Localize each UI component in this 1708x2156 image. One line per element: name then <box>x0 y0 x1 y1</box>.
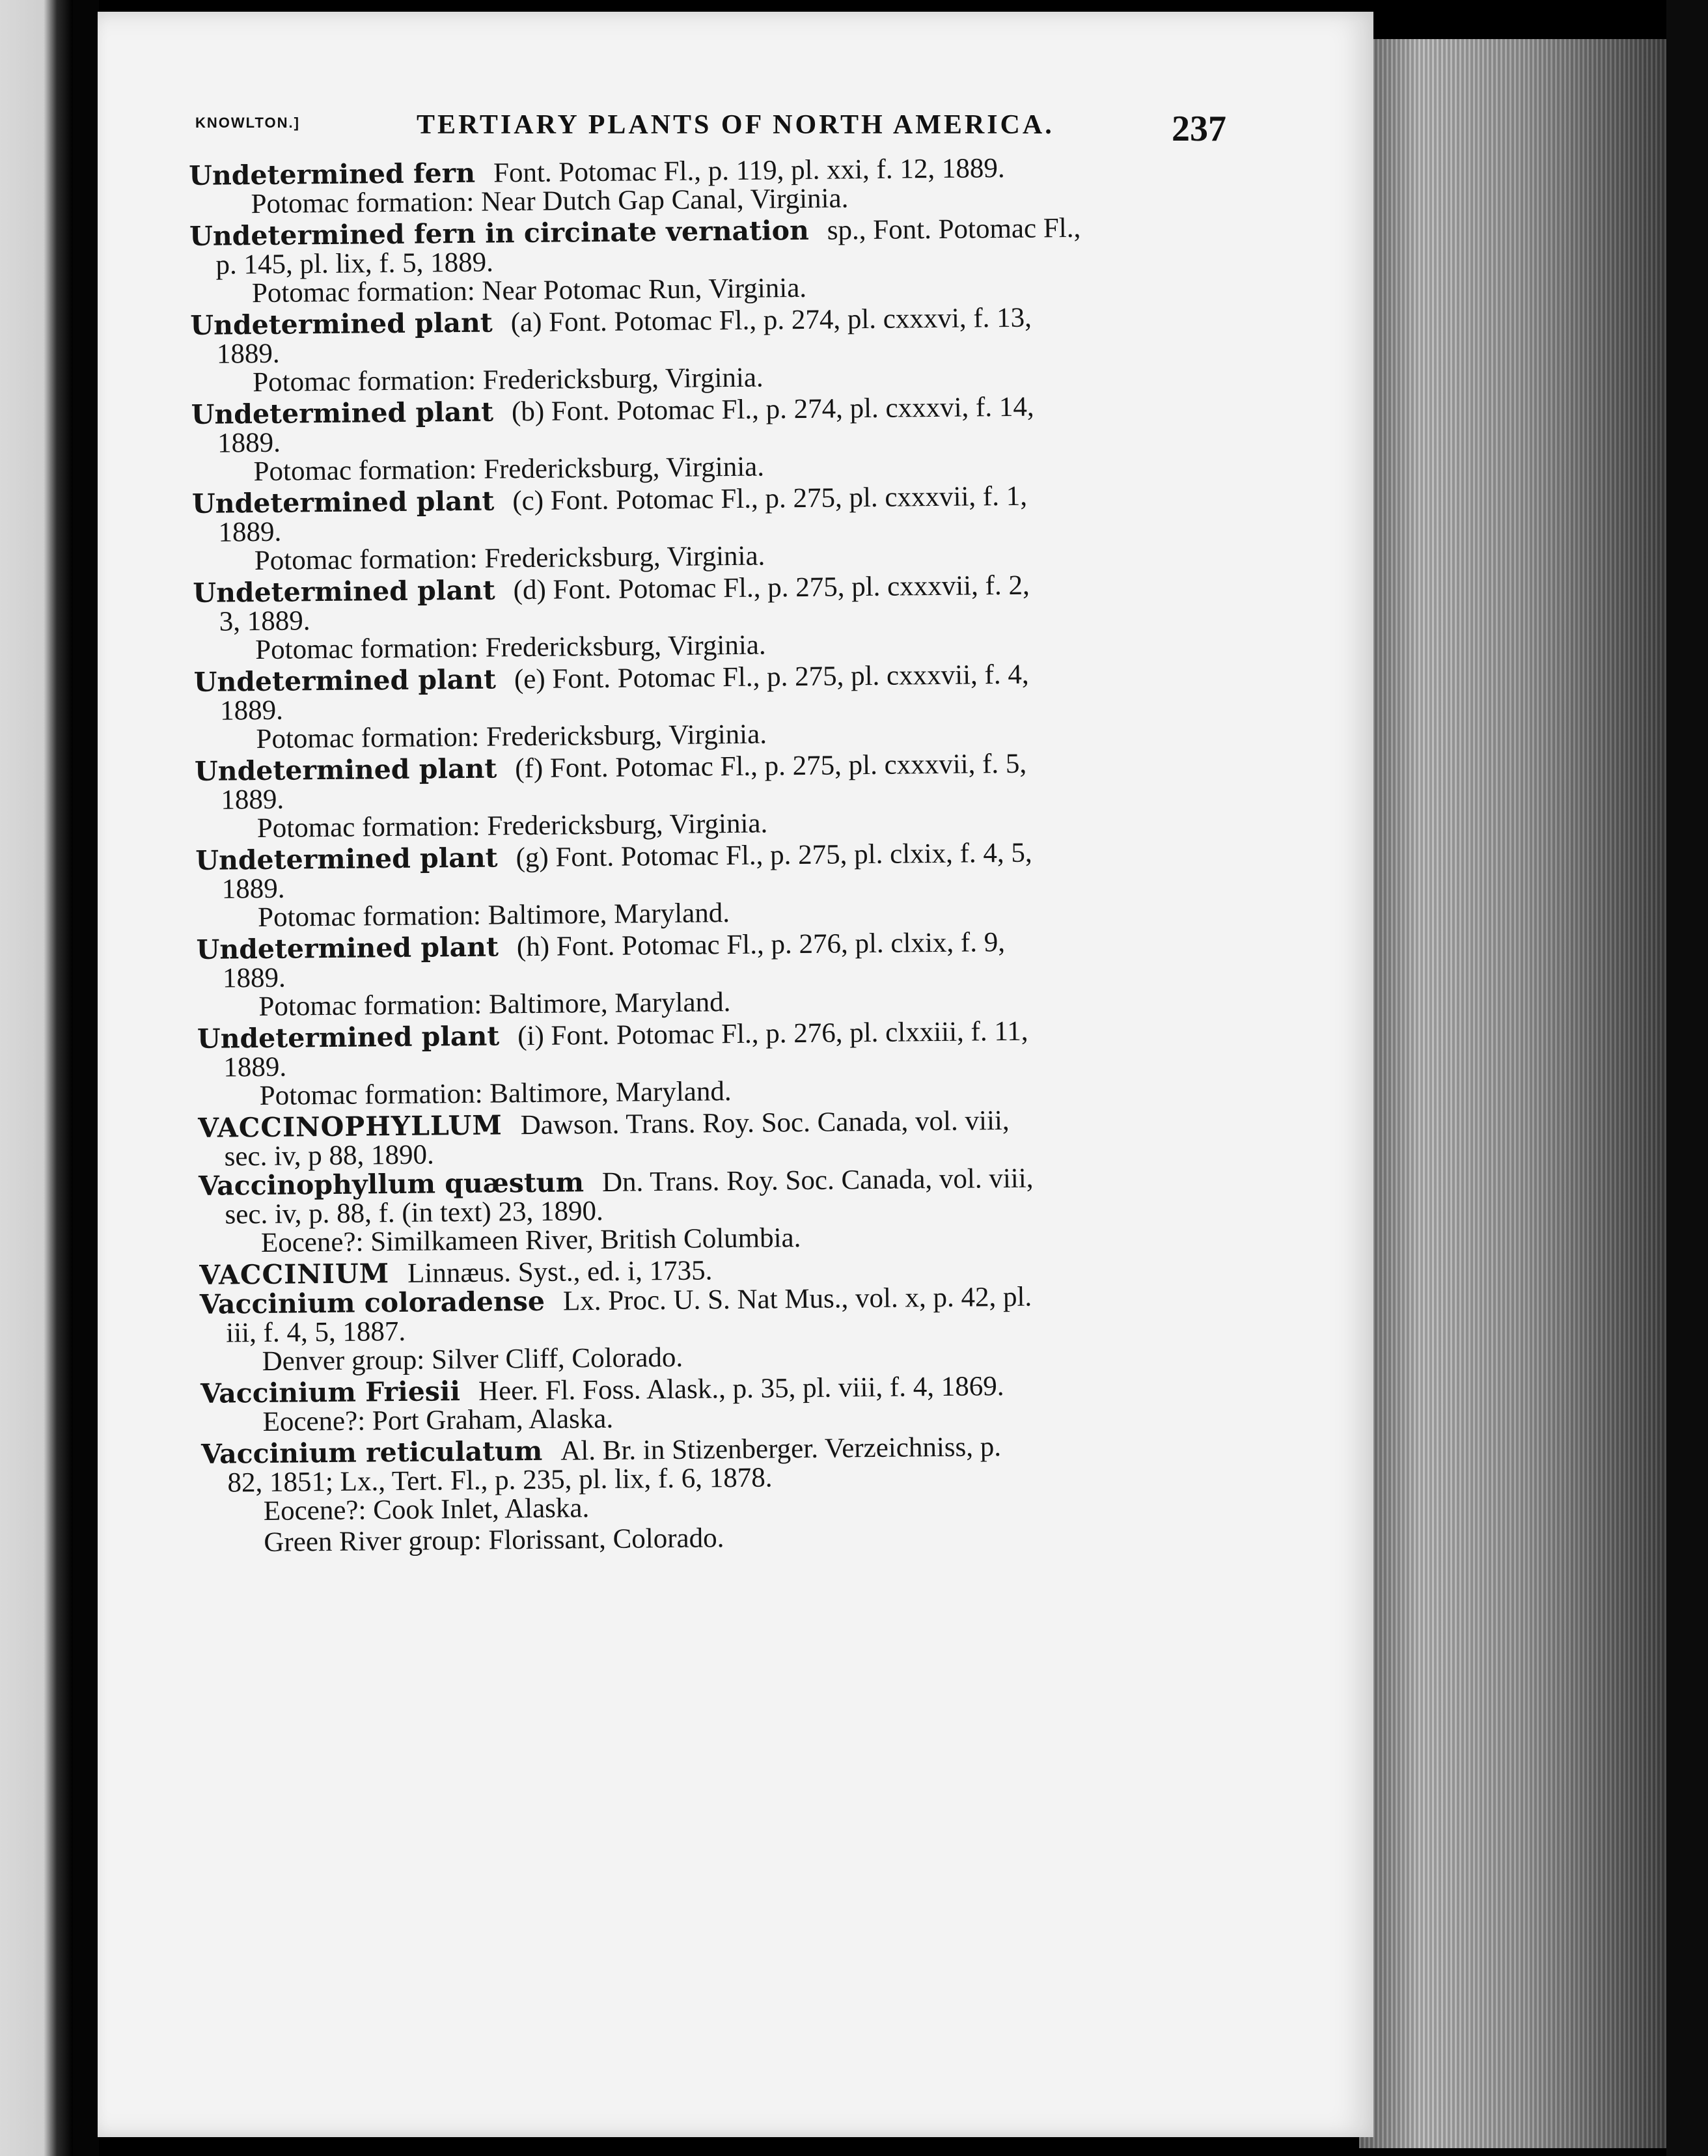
locality: Fredericksburg, Virginia. <box>486 719 767 753</box>
citation: Font. Potomac Fl., p. 119, pl. xxi, f. 12, 1889. <box>493 152 1005 189</box>
locality: Baltimore, Maryland. <box>489 1076 732 1109</box>
formation-label: Potomac formation: <box>251 186 475 220</box>
taxon-name: Undetermined plant <box>193 574 495 609</box>
citation: (d) Font. Potomac Fl., p. 275, pl. cxxxvii, f. 2, <box>513 570 1030 606</box>
citation: Dn. Trans. Roy. Soc. Canada, vol. viii, <box>601 1163 1034 1198</box>
species-entry <box>192 480 1221 576</box>
taxon-name: Undetermined plant <box>196 931 499 965</box>
taxon-name: Undetermined plant <box>191 485 495 519</box>
formation-label: Eocene?: <box>262 1405 366 1437</box>
citation: (c) Font. Potomac Fl., p. 275, pl. cxxxvii, f. 1, <box>512 480 1028 517</box>
taxon-name: Undetermined plant <box>195 842 498 876</box>
running-title: TERTIARY PLANTS OF NORTH AMERICA. <box>417 110 1054 140</box>
species-entry <box>199 1162 1228 1258</box>
formation-label: Green River group: <box>264 1525 482 1558</box>
locality: Fredericksburg, Virginia. <box>485 629 766 663</box>
locality: Similkameen River, British Columbia. <box>370 1223 801 1258</box>
citation-continued: 1889. <box>217 427 281 459</box>
formation-label: Eocene?: <box>263 1495 366 1527</box>
species-entry <box>201 1430 1231 1558</box>
citation: (i) Font. Potomac Fl., p. 276, pl. clxxiii, f. 11, <box>517 1016 1028 1052</box>
taxon-name: Undetermined plant <box>190 307 493 341</box>
page-number: 237 <box>1172 109 1226 149</box>
locality: Cook Inlet, Alaska. <box>372 1493 590 1526</box>
locality: Near Potomac Run, Virginia. <box>482 272 807 307</box>
formation-label: Potomac formation: <box>257 900 482 933</box>
citation: (b) Font. Potomac Fl., p. 274, pl. cxxxvi, f. 14, <box>511 391 1034 428</box>
running-author: KNOWLTON.] <box>195 115 300 131</box>
formation-label: Eocene?: <box>260 1226 364 1259</box>
citation: (f) Font. Potomac Fl., p. 275, pl. cxxxvii, f. 5, <box>515 748 1027 784</box>
taxon-name: Vaccinium coloradense <box>199 1285 545 1320</box>
genus-entry <box>198 1104 1227 1172</box>
citation: (h) Font. Potomac Fl., p. 276, pl. clxix, f. 9, <box>516 927 1006 963</box>
citation: sp., Font. Potomac Fl., <box>827 212 1081 246</box>
citation-continued: 1889. <box>218 516 282 548</box>
citation: (a) Font. Potomac Fl., p. 274, pl. cxxxvi, f. 13, <box>510 302 1032 339</box>
citation-continued: 1889. <box>222 962 286 994</box>
book-gutter <box>73 0 99 2156</box>
citation-continued: iii, f. 4, 5, 1887. <box>226 1316 406 1349</box>
locality: Near Dutch Gap Canal, Virginia. <box>480 183 849 217</box>
citation: Lx. Proc. U. S. Nat Mus., vol. x, p. 42, pl. <box>562 1281 1032 1317</box>
taxon-name: Undetermined fern in circinate vernation <box>189 214 810 252</box>
taxon-name: Undetermined plant <box>193 663 497 698</box>
species-entry <box>189 152 1218 219</box>
citation: Linnæus. Syst., ed. i, 1735. <box>407 1255 713 1289</box>
citation-continued: sec. iv, p. 88, f. (in text) 23, 1890. <box>225 1195 603 1230</box>
citation-continued: sec. iv, p 88, 1890. <box>224 1139 434 1172</box>
locality: Fredericksburg, Virginia. <box>483 451 765 485</box>
citation-continued: 1889. <box>223 1051 287 1083</box>
citation-continued: 3, 1889. <box>219 605 310 637</box>
citation: (e) Font. Potomac Fl., p. 275, pl. cxxxvii, f. 4, <box>514 659 1029 695</box>
formation-label: Potomac formation: <box>256 721 480 755</box>
citation-continued: 1889. <box>221 873 285 905</box>
formation-label: Denver group: <box>262 1344 425 1377</box>
species-entry <box>200 1370 1230 1437</box>
locality: Baltimore, Maryland. <box>488 987 731 1020</box>
locality: Port Graham, Alaska. <box>372 1403 614 1437</box>
citation-continued: 1889. <box>221 784 284 816</box>
citation-continued: 82, 1851; Lx., Tert. Fl., p. 235, pl. lix, f. 6, 1878. <box>227 1462 773 1499</box>
entry-list <box>189 152 1231 1560</box>
taxon-name: VACCINIUM <box>199 1258 390 1291</box>
citation: Dawson. Trans. Roy. Soc. Canada, vol. viii, <box>520 1105 1010 1141</box>
formation-label: Potomac formation: <box>255 632 479 666</box>
formation-label: Potomac formation: <box>258 989 482 1023</box>
taxon-name: Vaccinophyllum quæstum <box>198 1167 585 1202</box>
species-entry <box>196 926 1225 1022</box>
species-entry <box>195 747 1224 844</box>
taxon-name: Undetermined fern <box>188 157 476 191</box>
right-shadow <box>1666 0 1708 2156</box>
locality: Fredericksburg, Virginia. <box>484 540 765 574</box>
citation-continued: 1889. <box>219 695 284 726</box>
citation: Heer. Fl. Foss. Alask., p. 35, pl. viii, f. 4, 1869. <box>478 1371 1004 1407</box>
species-entry <box>197 1015 1226 1111</box>
page-block-edges <box>1359 39 1698 2148</box>
taxon-name: Undetermined plant <box>194 753 497 787</box>
species-entry <box>189 212 1219 309</box>
citation-continued: p. 145, pl. lix, f. 5, 1889. <box>215 247 494 281</box>
taxon-name: Undetermined plant <box>197 1020 500 1055</box>
species-entry <box>195 836 1224 933</box>
facing-page-edge <box>0 0 73 2156</box>
locality: Florissant, Colorado. <box>488 1523 724 1556</box>
taxon-name: Vaccinium Friesii <box>200 1375 461 1409</box>
taxon-name: Undetermined plant <box>191 396 494 430</box>
taxon-name: VACCINOPHYLLUM <box>198 1109 503 1144</box>
locality: Fredericksburg, Virginia. <box>487 808 768 842</box>
citation: Al. Br. in Stizenberger. Verzeichniss, p. <box>560 1431 1002 1467</box>
citation-continued: 1889. <box>216 338 280 370</box>
formation-label: Potomac formation: <box>253 365 476 398</box>
formation-label: Potomac formation: <box>251 275 475 309</box>
citation: (g) Font. Potomac Fl., p. 275, pl. clxix, f. 4, 5, <box>516 837 1032 874</box>
formation-label: Potomac formation: <box>259 1078 483 1112</box>
formation-label: Potomac formation: <box>253 454 477 488</box>
species-entry <box>191 391 1220 487</box>
formation-label: Potomac formation: <box>254 543 478 577</box>
locality: Silver Cliff, Colorado. <box>431 1342 683 1375</box>
species-entry <box>193 658 1222 754</box>
locality: Baltimore, Maryland. <box>488 898 730 931</box>
locality: Fredericksburg, Virginia. <box>482 362 764 396</box>
species-entry <box>200 1280 1229 1377</box>
species-entry <box>190 301 1219 398</box>
species-entry <box>193 569 1222 665</box>
formation-label: Potomac formation: <box>256 810 480 844</box>
taxon-name: Vaccinium reticulatum <box>200 1435 543 1470</box>
